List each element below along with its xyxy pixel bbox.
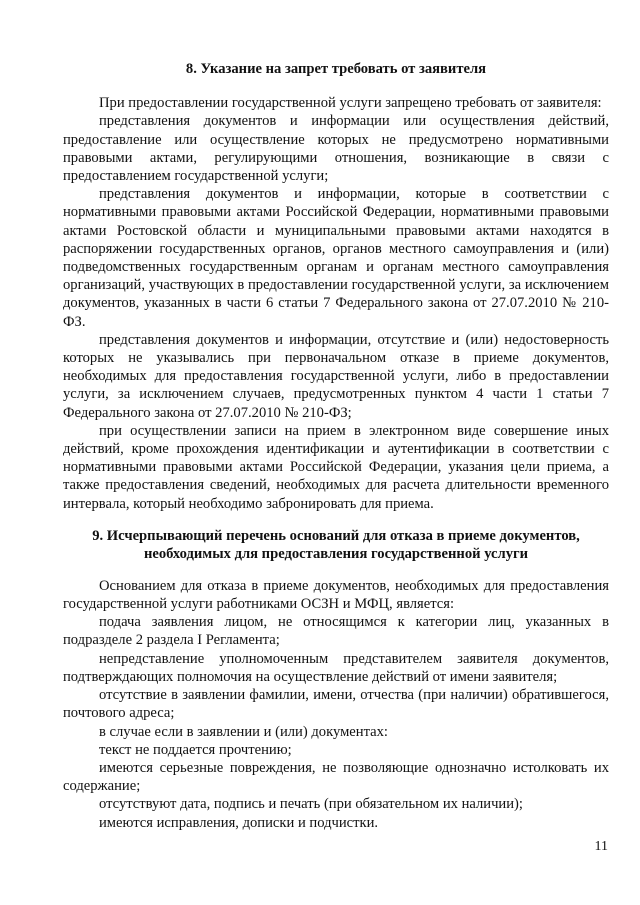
page-number: 11 <box>594 839 608 854</box>
section-9-paragraph: имеются серьезные повреждения, не позволяющие однозначно истолковать их содержание; <box>63 759 609 795</box>
section-8-paragraph: представления документов и информации, отсутствие и (или) недостоверность которых не указывались при первоначальном отказе в приеме документов, необходимых для предоставления государственной услуги, либо в предоставлении услуги, за исключением случаев, предусмотренных пунктом 4 части 1 статьи 7 Федерального закона от 27.07.2010 № 210-ФЗ; <box>63 331 609 421</box>
section-8-title: 8. Указание на запрет требовать от заявителя <box>185 61 487 77</box>
section-9-title: 9. Исчерпывающий перечень оснований для отказа в приеме документов, необходимых для предоставления государственной услуги <box>92 527 580 562</box>
section-9-paragraph: имеются исправления, дописки и подчистки. <box>99 814 379 831</box>
section-9-paragraph: отсутствуют дата, подпись и печать (при обязательном их наличии); <box>99 796 523 813</box>
section-9-paragraph: текст не поддается прочтению; <box>99 741 292 758</box>
section-8-paragraph: при осуществлении записи на прием в электронном виде совершение иных действий, кроме прохождения идентификации и аутентификации в соответствии с нормативными правовыми актами Российской Федерации, указания цели приема, а также предоставления сведений, необходимых для расчета длительности временного интервала, который необходимо забронировать для приема. <box>63 422 609 512</box>
section-8-paragraph: представления документов и информации или осуществления действий, предоставление или осуществление которых не предусмотрено нормативными правовыми актами, регулирующими отношения, возникающие в связи с предоставлением государственной услуги; <box>63 113 609 185</box>
section-9-paragraph: в случае если в заявлении и (или) документах: <box>99 723 388 740</box>
section-8-paragraph: представления документов и информации, которые в соответствии с нормативными правовыми актами Российской Федерации, нормативными правовыми актами Ростовской области и муниципальными правовыми актами находятся в распоряжении государственных органов, органов местного самоуправления и (или) подведомственных государственным органам и органам местного самоуправления организаций, участвующих в предоставлении государственной услуги, за исключением документов, указанных в части 6 статьи 7 Федерального закона от 27.07.2010 № 210-ФЗ. <box>63 186 609 330</box>
section-9-paragraph: Основанием для отказа в приеме документов, необходимых для предоставления государственной услуги работниками ОСЗН и МФЦ, является: <box>63 577 609 613</box>
section-9-paragraph: непредставление уполномоченным представителем заявителя документов, подтверждающих полномочия на осуществление действий от имени заявителя; <box>63 650 609 685</box>
section-9-paragraph: подача заявления лицом, не относящимся к категории лиц, указанных в подразделе 2 раздела I Регламента; <box>63 614 609 649</box>
section-8-paragraph: При предоставлении государственной услуги запрещено требовать от заявителя: <box>99 95 602 112</box>
section-9-paragraph: отсутствие в заявлении фамилии, имени, отчества (при наличии) обратившегося, почтового адреса; <box>63 687 609 722</box>
page-content <box>63 60 609 832</box>
